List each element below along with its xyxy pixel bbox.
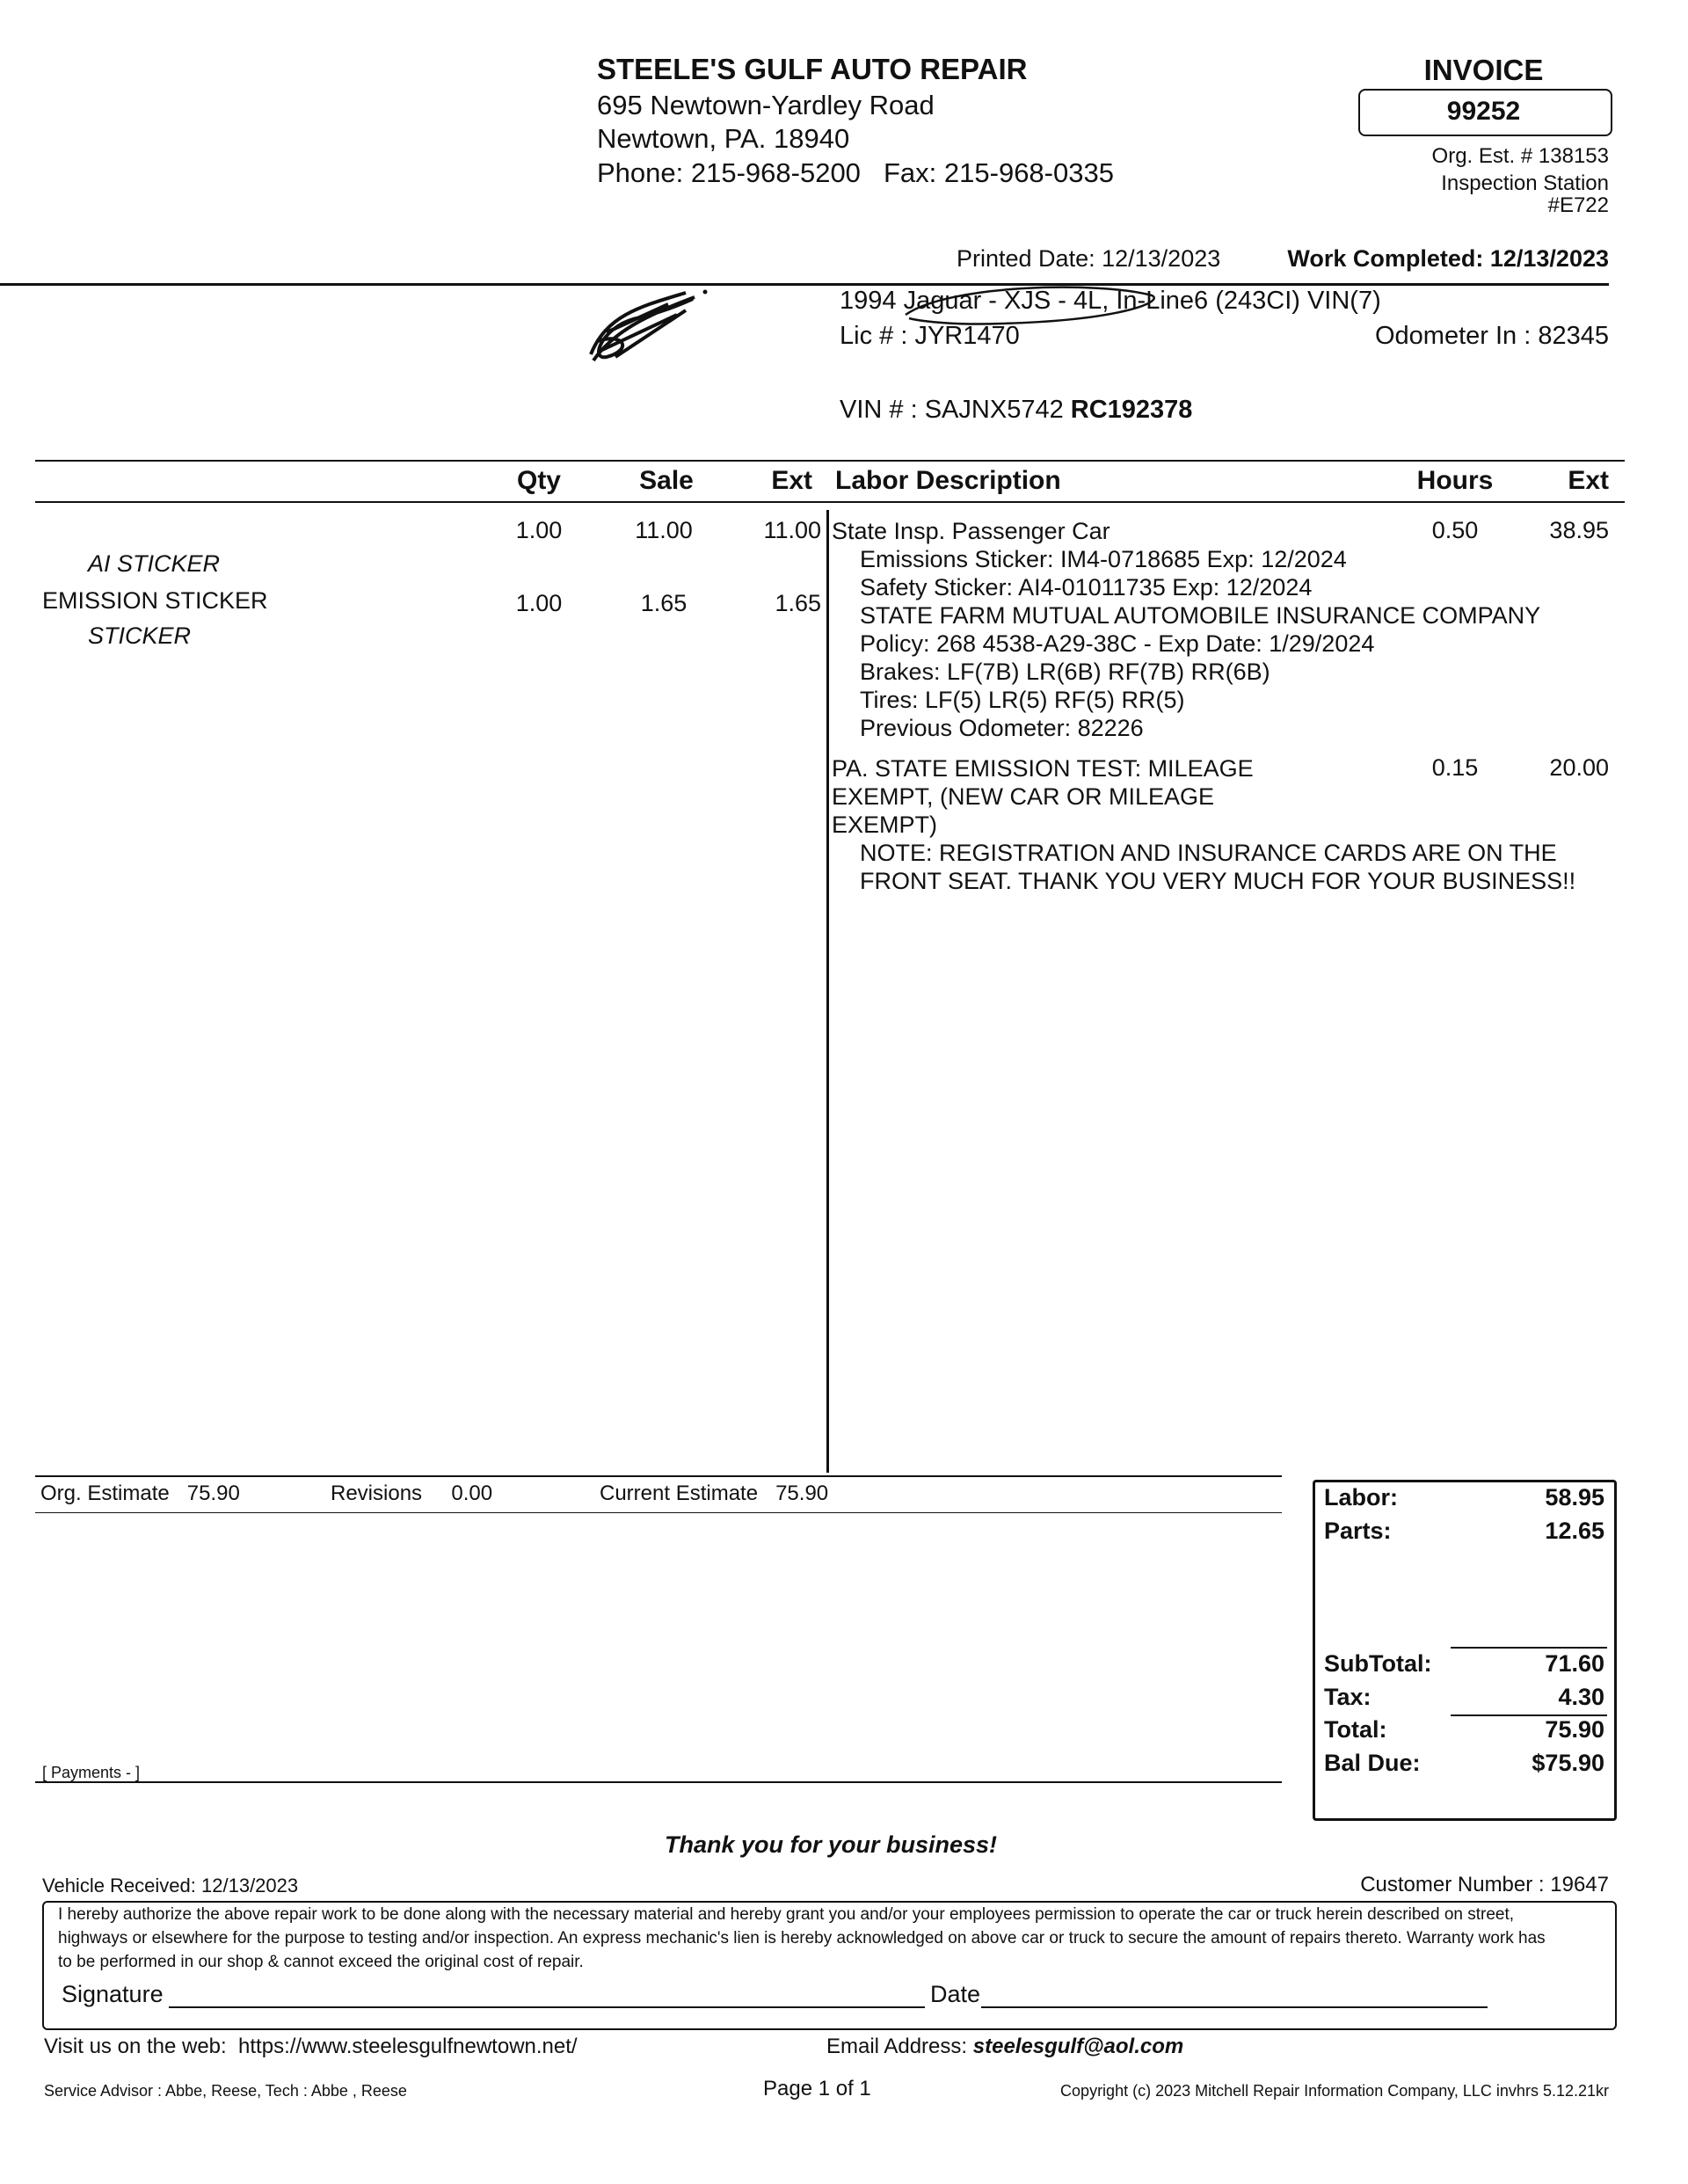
vehicle-description: 1994 Jaguar - XJS - 4L, In-Line6 (243CI) VIN(7): [840, 287, 1381, 315]
table-divider: [826, 510, 829, 1473]
parts-total: 12.65: [1545, 1518, 1604, 1544]
labor-row-1-hours: 0.50: [1431, 517, 1479, 543]
invoice-number: 99252: [1446, 97, 1521, 126]
revisions: Revisions 0.00: [331, 1481, 493, 1505]
org-estimate: Org. Estimate 75.90: [40, 1481, 240, 1505]
thank-you-message: Thank you for your business!: [664, 1831, 998, 1858]
printed-date: Printed Date: 12/13/2023: [957, 245, 1221, 272]
labor-row-2-title: EXEMPT, (NEW CAR OR MILEAGE: [832, 783, 1215, 810]
service-advisor: Service Advisor : Abbe, Reese, Tech : Abbe , Reese: [44, 2082, 407, 2100]
shop-address-line2: Newtown, PA. 18940: [597, 123, 850, 154]
org-est-number: Org. Est. # 138153: [1431, 144, 1609, 168]
vehicle-received: Vehicle Received: 12/13/2023: [42, 1875, 299, 1896]
page-number: Page 1 of 1: [763, 2077, 871, 2100]
website: Visit us on the web: https://www.steelesgulfnewtown.net/: [44, 2035, 578, 2058]
signature-line[interactable]: [169, 2006, 925, 2008]
labor-row-1-detail: Safety Sticker: AI4-01011735 Exp: 12/2024: [860, 574, 1313, 601]
labor-row-1-detail: Previous Odometer: 82226: [860, 715, 1144, 741]
work-completed: Work Completed: 12/13/2023: [1287, 245, 1609, 272]
shop-address-line1: 695 Newtown-Yardley Road: [597, 90, 935, 120]
labor-row-1-title: State Insp. Passenger Car: [832, 518, 1110, 544]
tax-value: 4.30: [1558, 1684, 1604, 1710]
labor-row-1-detail: Tires: LF(5) LR(5) RF(5) RR(5): [860, 687, 1185, 713]
part-row-2-ext: 1.65: [775, 590, 821, 616]
odometer-in: Odometer In : 82345: [1374, 322, 1609, 350]
labor-row-1: [832, 517, 1540, 742]
customer-number: Customer Number : 19647: [1360, 1873, 1609, 1896]
table-header-rule: [35, 501, 1625, 503]
part-row-2-description: EMISSION STICKER: [42, 587, 268, 614]
labor-row-2-detail: NOTE: REGISTRATION AND INSURANCE CARDS ARE ON THE: [860, 840, 1557, 866]
part-row-1-qty: 1.00: [515, 517, 563, 543]
labor-total: 58.95: [1545, 1484, 1604, 1511]
payments-rule: [35, 1781, 1282, 1783]
col-header-labor-ext: Ext: [1568, 466, 1609, 495]
signature-label: Signature: [62, 1981, 164, 2007]
email: Email Address: steelesgulf@aol.com: [826, 2035, 1184, 2058]
website-link[interactable]: https://www.steelesgulfnewtown.net/: [238, 2035, 578, 2058]
col-header-qty: Qty: [516, 466, 561, 495]
vin-number: VIN # : SAJNX5742 RC192378: [840, 396, 1193, 424]
date-line[interactable]: [981, 2006, 1488, 2008]
estimate-top-rule: [35, 1475, 1282, 1477]
total-value: 75.90: [1545, 1716, 1604, 1743]
license-plate: Lic # : JYR1470: [840, 322, 1020, 350]
labor-row-2-title: PA. STATE EMISSION TEST: MILEAGE: [832, 755, 1254, 782]
authorization-text: I hereby authorize the above repair work to be done along with the necessary material and hereby grant you and/or your employees permission to operate the car or truck herein described on street, highways or elsewhere for the purpose to testing and/or inspection. An express mechanic's lien is hereby acknowledged on above car or truck to secure the amount of repairs thereto. Warranty work has to be performed in our shop & cannot exceed the original cost of repair.: [58, 1905, 1546, 1971]
labor-row-1-ext: 38.95: [1549, 517, 1609, 543]
current-estimate: Current Estimate 75.90: [600, 1481, 829, 1505]
email-link[interactable]: steelesgulf@aol.com: [972, 2035, 1184, 2058]
balance-due-label: Bal Due:: [1324, 1750, 1421, 1776]
scribble-mark: [580, 280, 712, 368]
parts-total-label: Parts:: [1324, 1518, 1392, 1544]
station-number: #E722: [1547, 193, 1609, 217]
balance-due-value: $75.90: [1532, 1750, 1604, 1776]
labor-row-1-detail: STATE FARM MUTUAL AUTOMOBILE INSURANCE COMPANY: [860, 602, 1541, 629]
shop-phone: Phone: 215-968-5200: [597, 157, 861, 188]
subtotal-value: 71.60: [1545, 1650, 1604, 1677]
labor-total-label: Labor:: [1324, 1484, 1398, 1511]
col-header-parts-ext: Ext: [771, 466, 812, 495]
estimate-bottom-rule: [35, 1512, 1282, 1513]
part-row-2-description-line2: STICKER: [88, 622, 192, 649]
labor-row-2-ext: 20.00: [1549, 754, 1609, 781]
labor-row-2-title: EXEMPT): [832, 812, 938, 838]
payments-label: [ Payments - ]: [42, 1764, 141, 1781]
col-header-hours: Hours: [1416, 466, 1494, 495]
col-header-labor-description: Labor Description: [835, 466, 1061, 495]
shop-name: STEELE'S GULF AUTO REPAIR: [597, 53, 1028, 85]
table-top-rule: [35, 460, 1625, 462]
subtotal-rule: [1451, 1647, 1607, 1649]
shop-fax: Fax: 215-968-0335: [884, 157, 1114, 188]
total-label: Total:: [1324, 1716, 1387, 1743]
labor-row-1-detail: Emissions Sticker: IM4-0718685 Exp: 12/2024: [860, 546, 1347, 572]
labor-row-2-detail: FRONT SEAT. THANK YOU VERY MUCH FOR YOUR BUSINESS!!: [860, 868, 1576, 894]
header-rule: [0, 283, 1609, 286]
tax-label: Tax:: [1324, 1684, 1372, 1710]
invoice-title: INVOICE: [1423, 54, 1544, 86]
subtotal-label: SubTotal:: [1324, 1650, 1432, 1677]
part-row-1-sale: 11.00: [635, 517, 693, 543]
labor-row-1-detail: Policy: 268 4538-A29-38C - Exp Date: 1/29/2024: [860, 630, 1375, 657]
col-header-sale: Sale: [639, 466, 694, 495]
part-row-1-ext: 11.00: [763, 517, 821, 543]
labor-row-2-hours: 0.15: [1431, 754, 1479, 781]
part-row-2-qty: 1.00: [515, 590, 563, 616]
part-row-2-sale: 1.65: [640, 590, 688, 616]
labor-row-1-detail: Brakes: LF(7B) LR(6B) RF(7B) RR(6B): [860, 659, 1270, 685]
copyright: Copyright (c) 2023 Mitchell Repair Information Company, LLC invhrs 5.12.21kr: [1060, 2082, 1609, 2100]
date-label: Date: [930, 1981, 981, 2007]
part-row-1-description: AI STICKER: [88, 550, 221, 577]
inspection-station: Inspection Station: [1441, 171, 1609, 195]
